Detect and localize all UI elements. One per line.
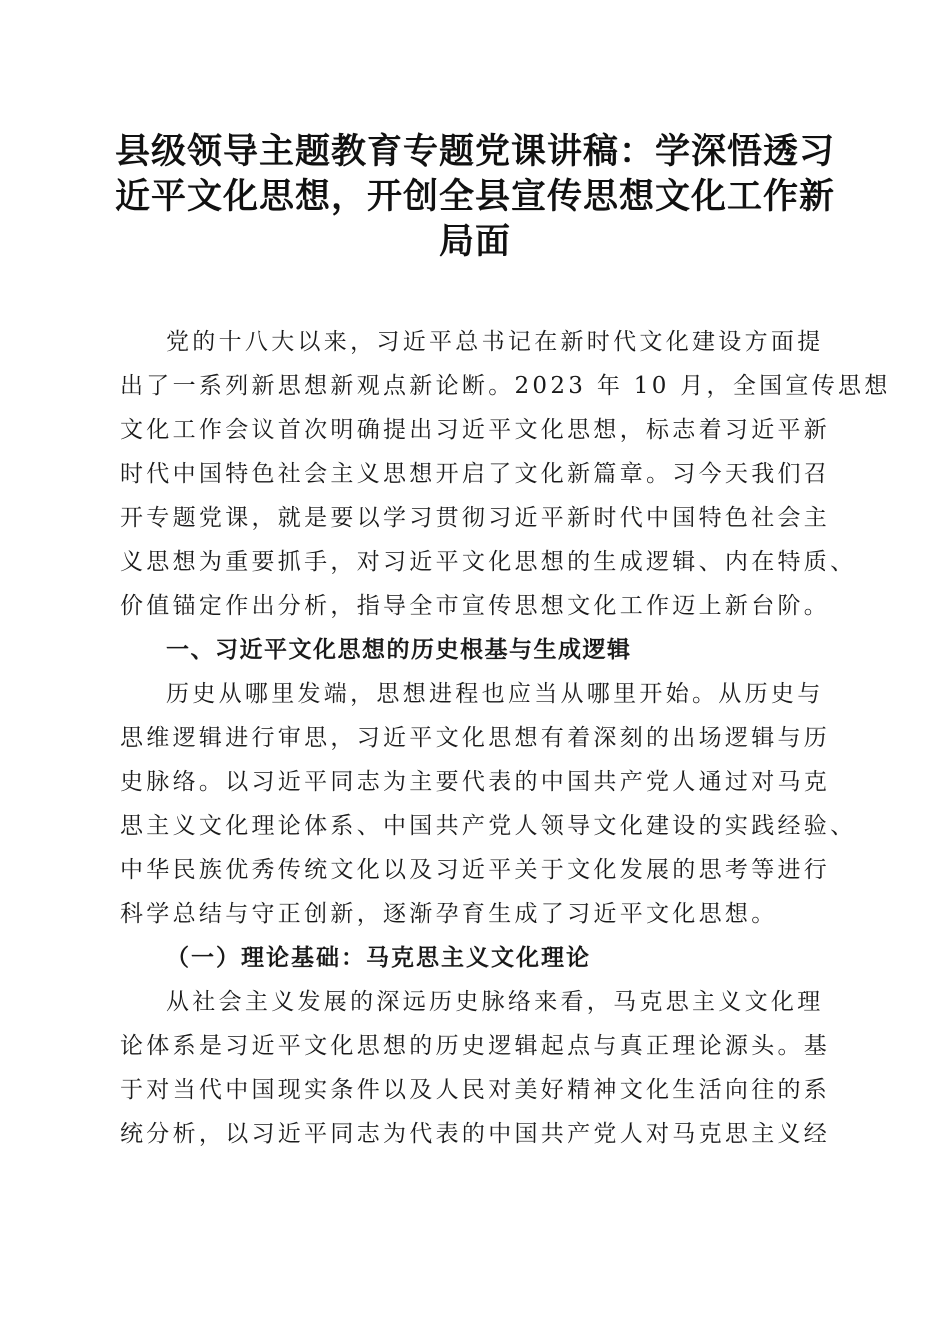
text-line: 思维逻辑进行审思，习近平文化思想有着深刻的出场逻辑与历 [120, 725, 831, 751]
text-line: 从社会主义发展的深远历史脉络来看，马克思主义文化理 [166, 989, 824, 1015]
text-line: 开专题党课，就是要以学习贯彻习近平新时代中国特色社会主 [120, 505, 831, 531]
text-line: 论体系是习近平文化思想的历史逻辑起点与真正理论源头。基 [120, 1033, 831, 1059]
text-line: 义思想为重要抓手，对习近平文化思想的生成逻辑、内在特质、 [120, 549, 857, 575]
text-line: 中华民族优秀传统文化以及习近平关于文化发展的思考等进行 [120, 857, 831, 883]
text-line: 文化工作会议首次明确提出习近平文化思想，标志着习近平新 [120, 417, 831, 443]
document-body [120, 320, 891, 1156]
text-line: 史脉络。以习近平同志为主要代表的中国共产党人通过对马克 [120, 769, 831, 795]
text-line: 时代中国特色社会主义思想开启了文化新篇章。习今天我们召 [120, 461, 831, 487]
text-line: 思主义文化理论体系、中国共产党人领导文化建设的实践经验、 [120, 813, 857, 839]
section-heading: 一、习近平文化思想的历史根基与生成逻辑 [166, 637, 632, 663]
text-line: 出了一系列新思想新观点新论断。2023 年 10 月，全国宣传思想 [120, 373, 891, 399]
title-line: 县级领导主题教育专题党课讲稿：学深悟透习 [114, 132, 835, 172]
paragraph-history [120, 672, 857, 936]
subsection-heading: （一）理论基础：马克思主义文化理论 [166, 944, 591, 971]
paragraph-intro [120, 320, 891, 628]
text-line: 党的十八大以来，习近平总书记在新时代文化建设方面提 [166, 329, 824, 355]
text-line: 价值锚定作出分析，指导全市宣传思想文化工作迈上新台阶。 [120, 593, 831, 619]
paragraph-theory [120, 980, 840, 1156]
document-title [110, 130, 840, 265]
title-line: 局面 [438, 222, 511, 262]
title-line: 近平文化思想，开创全县宣传思想文化工作新 [114, 177, 835, 217]
text-line: 于对当代中国现实条件以及人民对美好精神文化生活向往的系 [120, 1077, 831, 1103]
text-line: 科学总结与守正创新，逐渐孕育生成了习近平文化思想。 [120, 901, 778, 927]
text-line: 统分析，以习近平同志为代表的中国共产党人对马克思主义经 [120, 1121, 831, 1147]
text-line: 历史从哪里发端，思想进程也应当从哪里开始。从历史与 [166, 681, 824, 707]
